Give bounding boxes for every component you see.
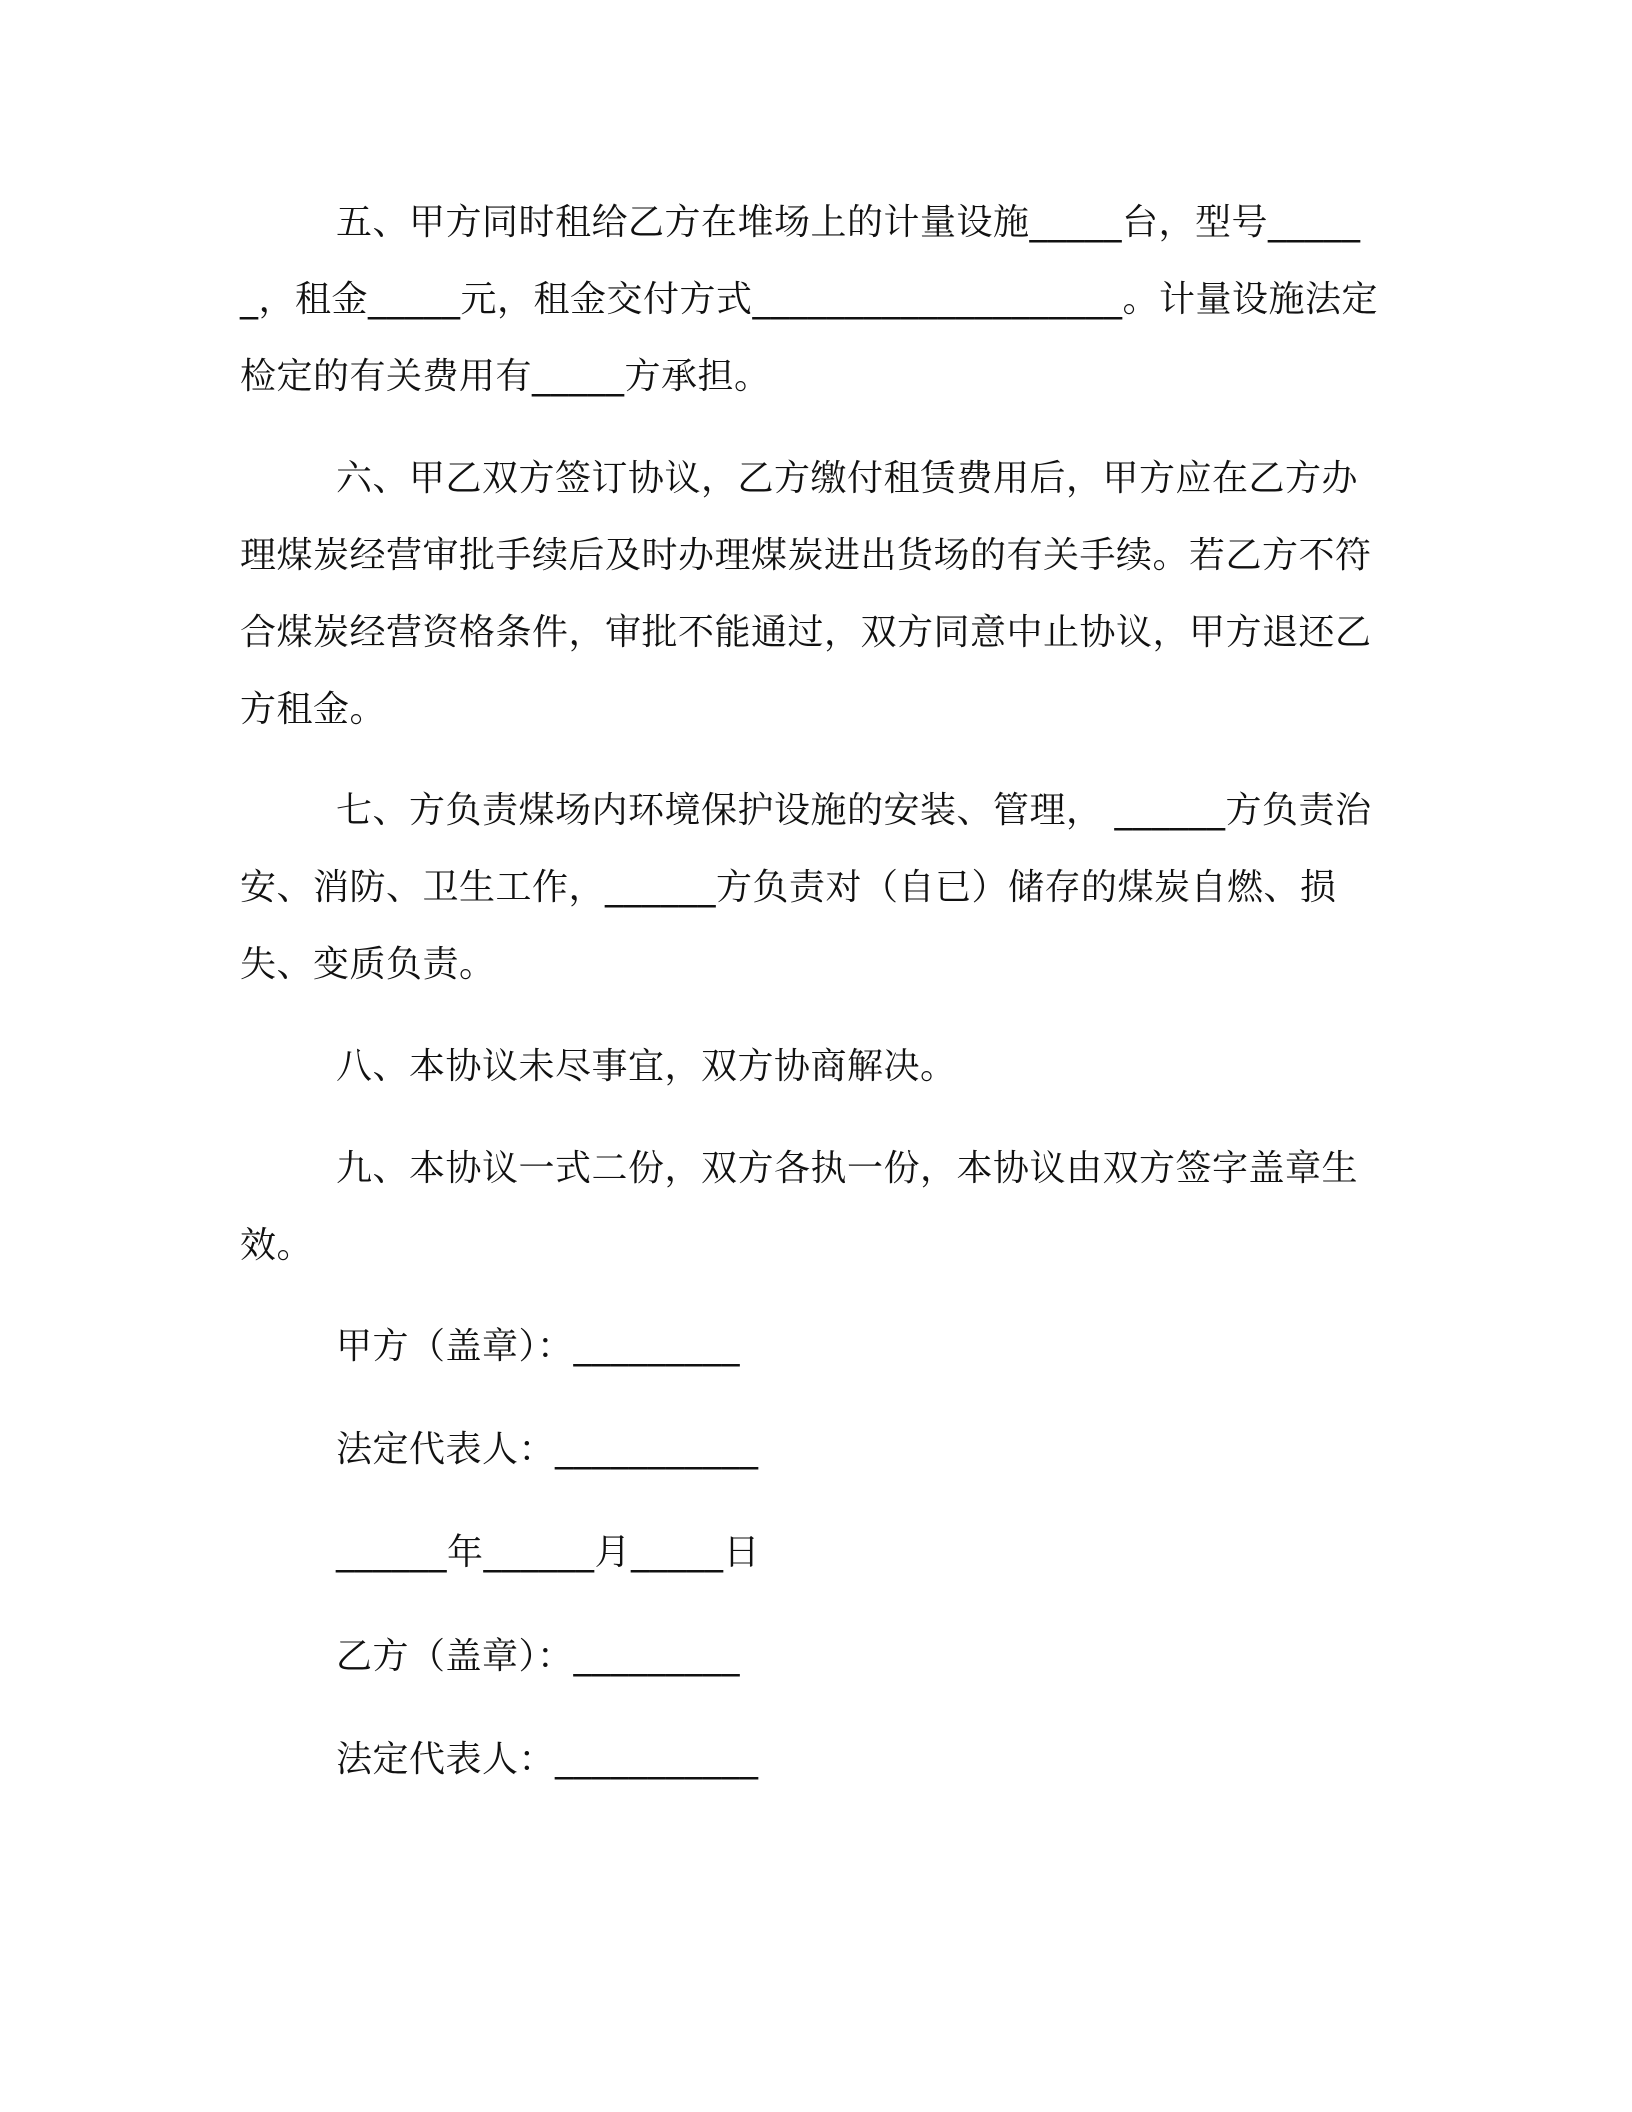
party-b-seal-line: 乙方（盖章）：_________ — [336, 1636, 741, 1677]
clause-6: 六、甲乙双方签订协议，乙方缴付租赁费用后，甲方应在乙方办理煤炭经营审批手续后及时办理煤炭进出货场的有关手续。若乙方不符合煤炭经营资格条件，审批不能通过，双方同意中止协议，甲方退还乙方租金。 — [240, 458, 1372, 730]
clause-5: 五、甲方同时租给乙方在堆场上的计量设施_____台，型号______，租金_____元，租金交付方式____________________。计量设施法定检定的有关费用有_____方承担。 — [240, 202, 1379, 397]
clause-9: 九、本协议一式二份，双方各执一份，本协议由双方签字盖章生效。 — [240, 1148, 1359, 1266]
clause-8: 八、本协议未尽事宜，双方协商解决。 — [336, 1046, 957, 1087]
party-b-representative-line: 法定代表人：___________ — [336, 1739, 759, 1780]
party-a-representative-line: 法定代表人：___________ — [336, 1429, 759, 1470]
date-line: ______年______月_____日 — [336, 1532, 760, 1573]
clause-7: 七、方负责煤场内环境保护设施的安装、管理， ______方负责治安、消防、卫生工作，______方负责对（自已）储存的煤炭自燃、损失、变质负责。 — [240, 790, 1372, 985]
party-a-seal-line: 甲方（盖章）：_________ — [336, 1326, 741, 1367]
